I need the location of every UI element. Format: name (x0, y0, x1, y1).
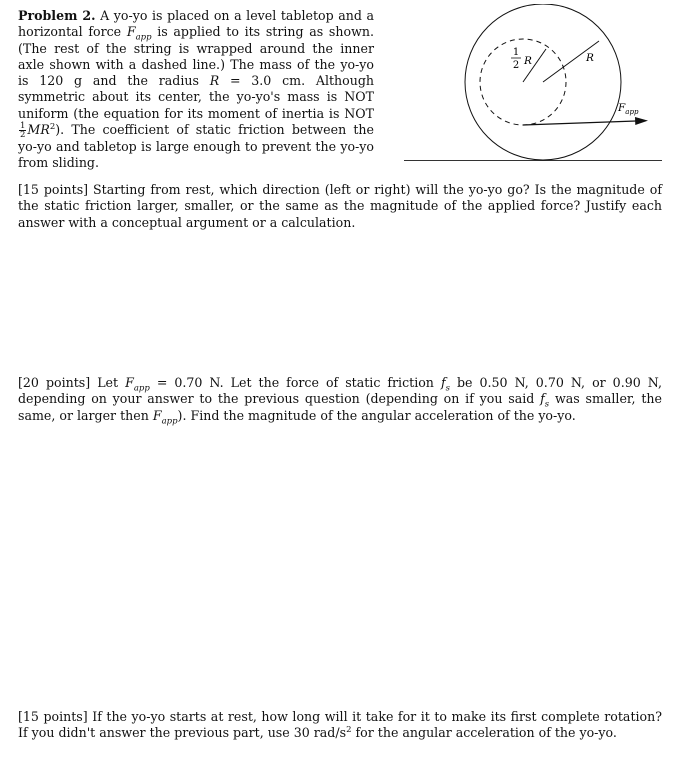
yoyo-diagram (404, 4, 662, 164)
intro-text-3: = 3.0 cm. Although symmetric about its center, the yo-yo's mass is NOT uniform (the equation for its moment of inertia is NOT (18, 73, 375, 121)
diagram-force-sub: app (625, 108, 639, 116)
q3-points: [15 points] (18, 709, 88, 724)
question-1 (18, 182, 662, 231)
diagram-half-num: 1 (512, 47, 520, 58)
q2-fs-subscript: s (445, 383, 450, 394)
q2-fapp-symbol: F (125, 375, 134, 390)
q2-text-5: ). Find the magnitude of the angular acceleration of the yo-yo. (177, 407, 576, 423)
problem-intro (18, 8, 374, 172)
force-arrow-head (635, 117, 648, 125)
q2-fs-subscript-2: s (544, 399, 550, 410)
fapp-subscript: app (135, 32, 152, 43)
diagram-force-label (617, 102, 639, 116)
q3-text-2: for the angular acceleration of the yo-yo. (355, 725, 617, 741)
q3-text: If the yo-yo starts at rest, how long will it take for it to make its first complete rotation? If you didn't answer the previous part, use 30 rad/s (18, 709, 662, 741)
diagram-inner-r: R (524, 55, 532, 67)
q2-fapp-subscript: app (133, 383, 150, 394)
half-fraction (19, 122, 26, 139)
q2-fapp-subscript-2: app (161, 416, 178, 427)
diagram-outer-r: R (586, 52, 594, 64)
mr2-exponent: 2 (49, 121, 56, 132)
q2-fs-symbol-2: f (540, 391, 545, 407)
radius-symbol: R (209, 73, 220, 89)
q2-text-3: be 0.50 N, 0.70 N, or 0.90 N, depending on your answer to the previous question (depending on if you said (18, 375, 662, 407)
intro-text-2: is applied to its string as shown. (The rest of the string is wrapped around the inner axle shown with a dashed line.) The mass of the yo-yo is 120 g and the radius (18, 24, 374, 89)
string-line (523, 121, 636, 125)
q2-points: [20 points] (18, 375, 91, 390)
fapp-symbol: F (126, 24, 136, 40)
q3-exponent: 2 (346, 725, 352, 736)
q1-points: [15 points] (18, 182, 89, 197)
half-num: 1 (20, 121, 26, 132)
q2-text-2: = 0.70 N. Let the force of static friction (156, 375, 434, 390)
q1-text: Starting from rest, which direction (left or right) will the yo-yo go? Is the magnitude of the static friction larger, smaller, or the same as the magnitude of the applied force? Justify each answer with a conceptual argument or a calculation. (18, 182, 662, 230)
q2-fapp-symbol-2: F (152, 407, 162, 423)
problem-title: Problem 2. (18, 8, 96, 23)
diagram-force-symbol: F (618, 102, 626, 114)
q2-text-4: was smaller, the same, or larger then (18, 391, 662, 423)
q2-text-1: Let (97, 375, 119, 390)
diagram-half-den: 2 (512, 60, 520, 71)
half-den: 2 (20, 130, 26, 141)
intro-text-4: ). The coefficient of static friction between the yo-yo and tabletop is large enough to prevent the yo-yo from sliding. (18, 122, 374, 171)
intro-text-1: A yo-yo is placed on a level tabletop and a horizontal force (18, 8, 374, 40)
question-2 (18, 375, 662, 427)
question-3 (18, 709, 662, 742)
q2-fs-symbol: f (440, 375, 446, 390)
mr2-symbol: MR (27, 122, 50, 138)
